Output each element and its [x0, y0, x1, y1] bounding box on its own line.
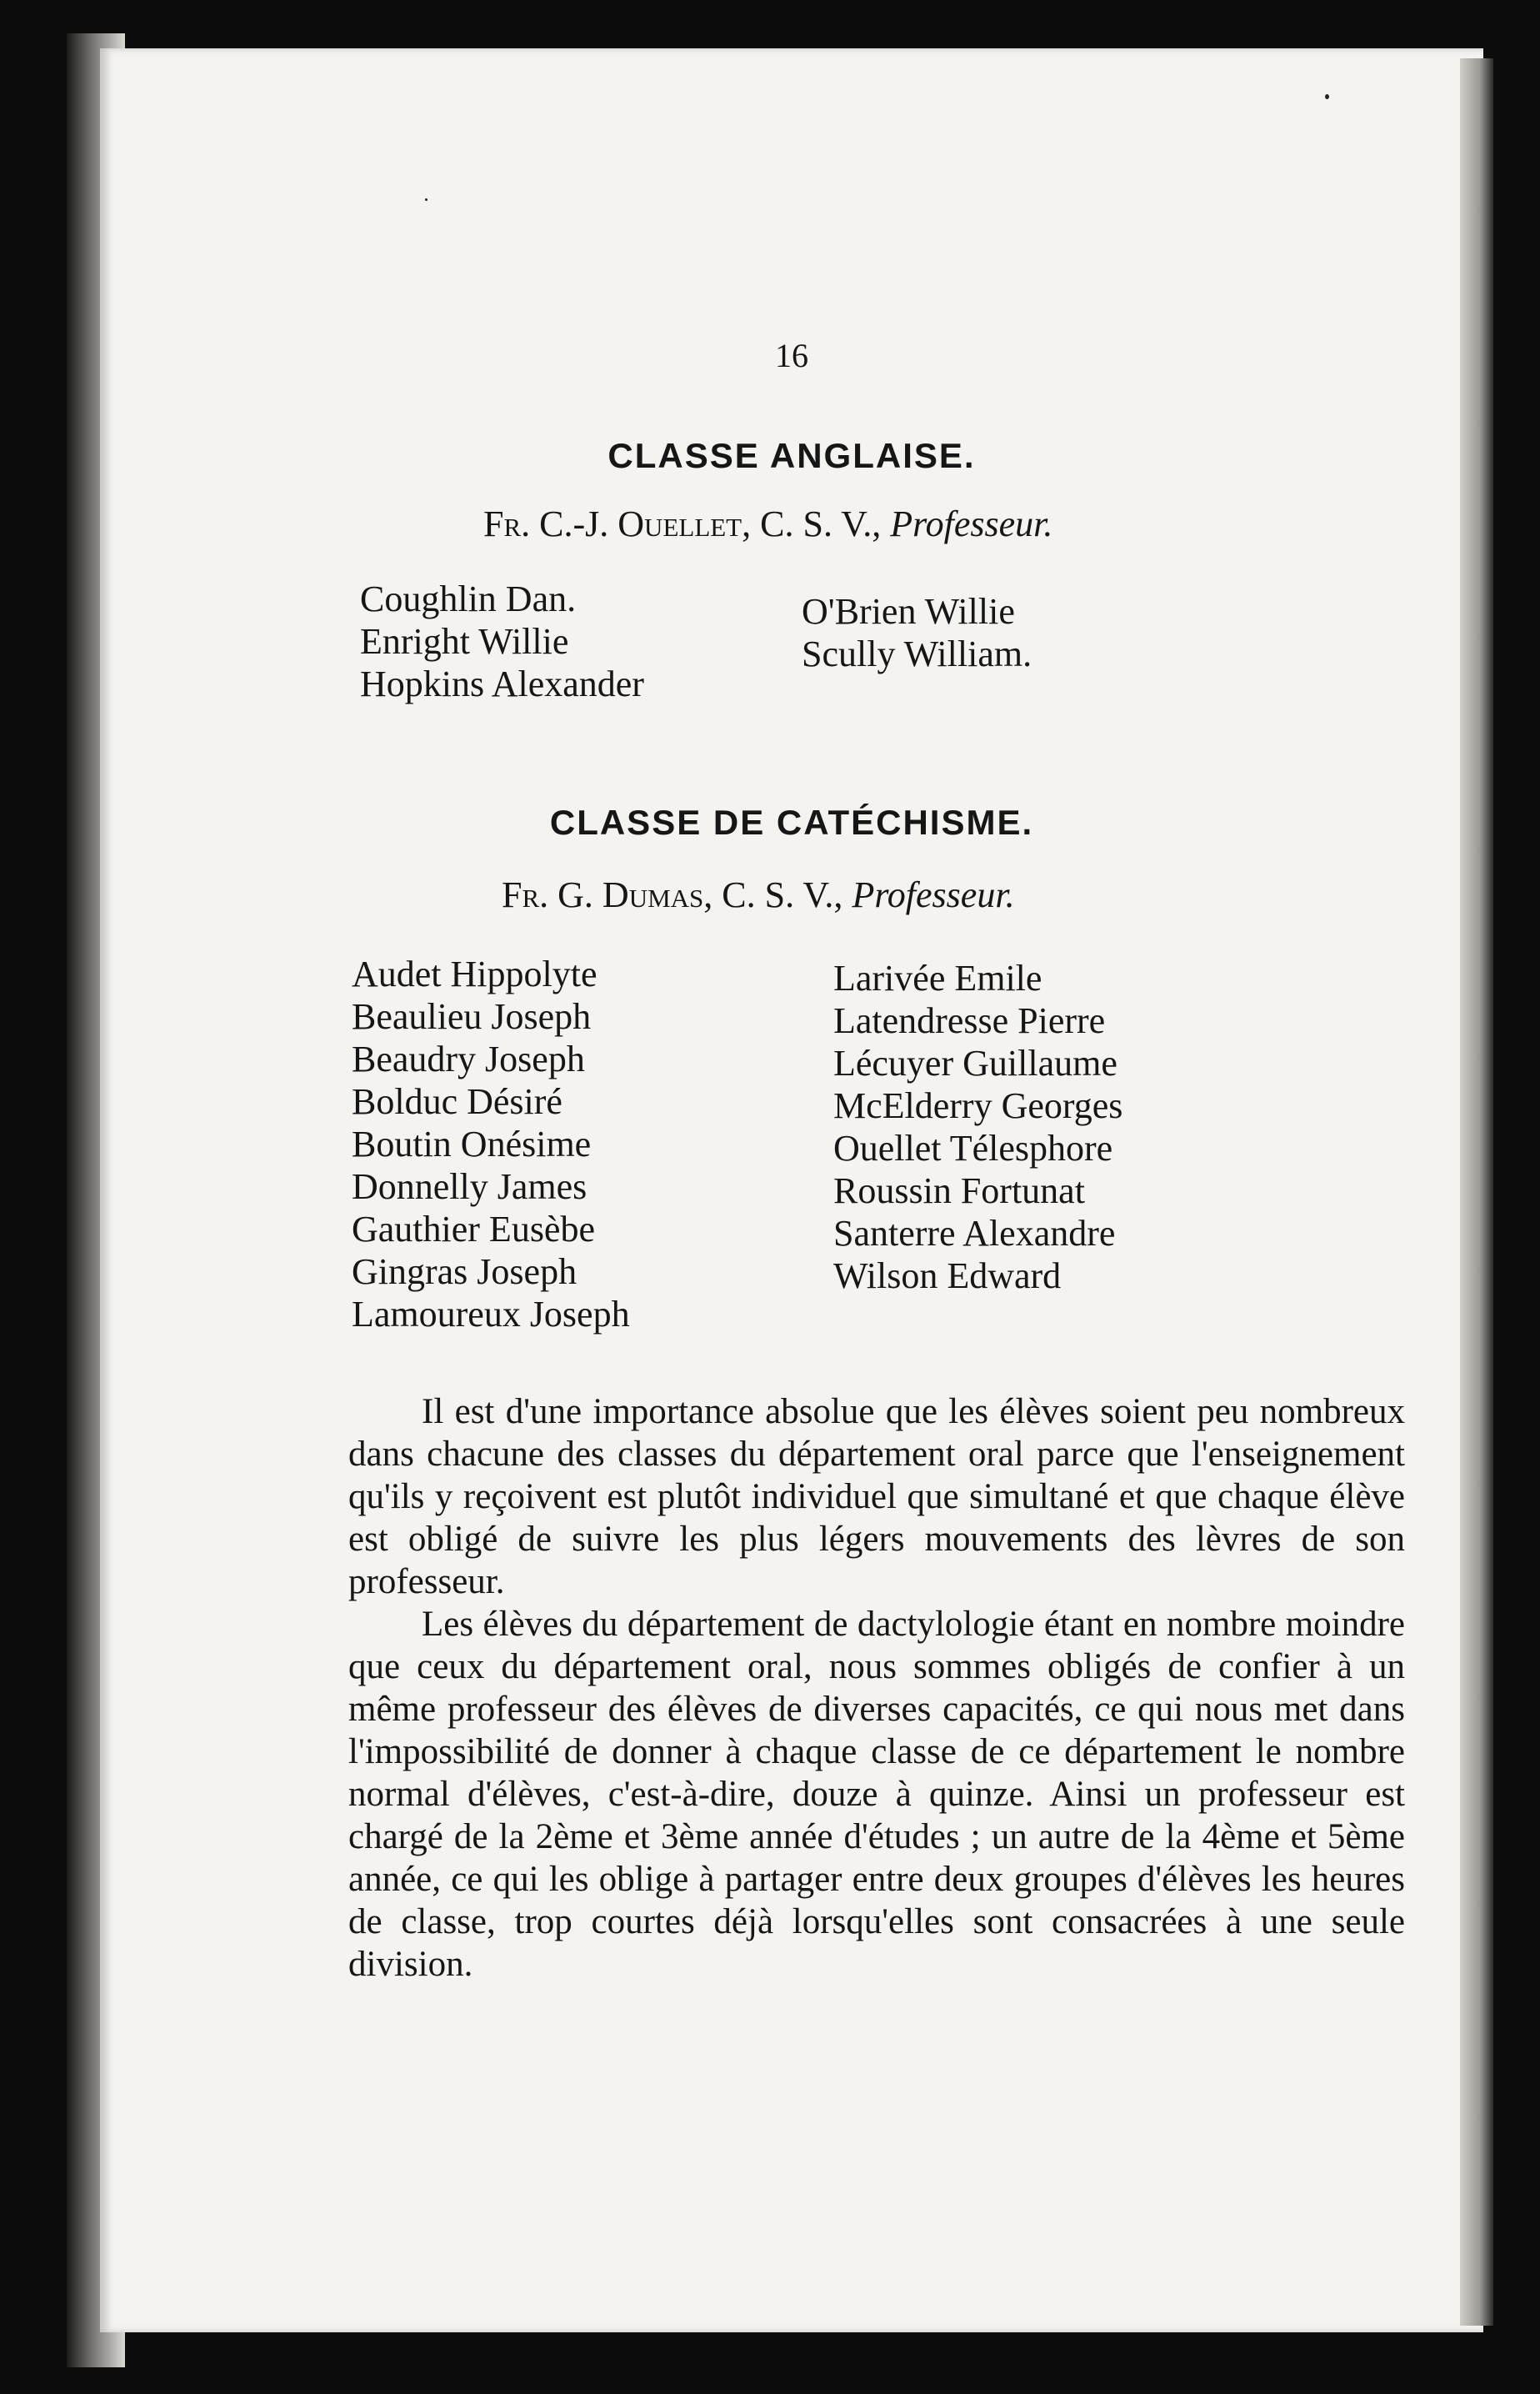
student-name: Boutin Onésime	[352, 1124, 592, 1164]
section-heading-classe-de-catechisme: CLASSE DE CATÉCHISME.	[549, 803, 1034, 842]
professor-title: Fr.	[483, 503, 531, 544]
student-name: Enright Willie	[360, 621, 569, 662]
professor-order: C. S. V.,	[760, 503, 882, 544]
professor-role: Professeur.	[852, 874, 1015, 915]
professor-name: C.-J. Ouellet,	[539, 503, 752, 544]
student-list-left	[352, 953, 630, 1335]
page-number: 16	[775, 337, 808, 374]
student-name: Hopkins Alexander	[360, 664, 644, 704]
professor-role: Professeur.	[890, 503, 1053, 544]
book-page	[100, 48, 1483, 2332]
professor-name: G. Dumas,	[558, 874, 713, 915]
student-name: Donnelly James	[352, 1166, 588, 1207]
section-heading-classe-anglaise: CLASSE ANGLAISE.	[608, 436, 976, 475]
student-name: O'Brien Willie	[802, 591, 1015, 632]
student-name: Scully William.	[802, 634, 1032, 674]
student-name: Roussin Fortunat	[833, 1170, 1085, 1211]
student-name: McElderry Georges	[833, 1085, 1123, 1126]
student-name: Lécuyer Guillaume	[833, 1043, 1118, 1084]
student-list-right	[802, 590, 1032, 675]
student-list-left	[360, 578, 644, 705]
student-name: Gingras Joseph	[352, 1251, 578, 1292]
student-list-right	[833, 957, 1122, 1297]
student-name: Bolduc Désiré	[352, 1081, 562, 1122]
student-name: Wilson Edward	[833, 1255, 1062, 1296]
section-professor	[502, 874, 1015, 916]
student-name: Coughlin Dan.	[360, 578, 577, 619]
student-name: Ouellet Télesphore	[833, 1128, 1113, 1169]
student-name: Gauthier Eusèbe	[352, 1209, 595, 1250]
student-name: Audet Hippolyte	[352, 954, 598, 994]
paragraph: Il est d'une importance absolue que les élèves soient peu nombreux dans chacune des classes du département oral parce que l'enseignement qu'ils y reçoivent est plutôt individuel que simultané et que chaque élève est obligé de suivre les plus légers mouvements des lèvres de son professeur.	[348, 1392, 1405, 1601]
professor-title: Fr.	[502, 874, 549, 915]
body-text	[348, 1390, 1405, 1986]
student-name: Beaudry Joseph	[352, 1039, 585, 1079]
professor-order: C. S. V.,	[722, 874, 843, 915]
paper-speck	[1325, 94, 1329, 99]
student-name: Larivée Emile	[833, 958, 1042, 999]
student-name: Latendresse Pierre	[833, 1000, 1106, 1041]
paragraph: Les élèves du département de dactylologie étant en nombre moindre que ceux du département oral, nous sommes obligés de confier à un même professeur des élèves de diverses capacités, ce qui nous met dans l'impossibilité de donner à chaque classe de ce département le nombre normal d'élèves, c'est-à-dire, douze à quinze. Ainsi un professeur est chargé de la 2ème et 3ème année d'études ; un autre de la 4ème et 5ème année, ce qui les oblige à partager entre deux groupes d'élèves les heures de classe, trop courtes déjà lorsqu'elles sont consacrées à une seule division.	[348, 1605, 1405, 1984]
student-name: Lamoureux Joseph	[352, 1294, 630, 1335]
section-professor	[483, 503, 1052, 545]
page-edge	[1460, 58, 1493, 2326]
paper-speck	[425, 198, 428, 201]
student-name: Santerre Alexandre	[833, 1213, 1116, 1254]
student-name: Beaulieu Joseph	[352, 996, 592, 1037]
